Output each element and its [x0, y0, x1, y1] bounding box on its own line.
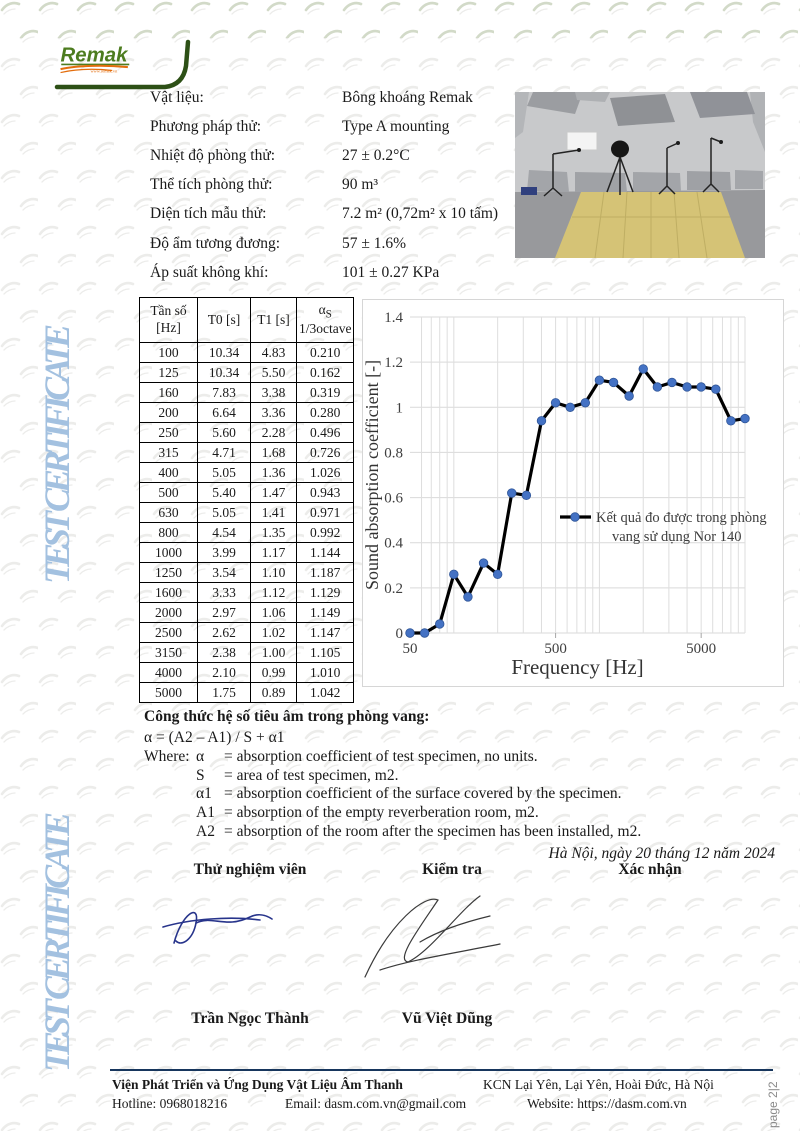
sig-name-tester: Trần Ngọc Thành — [191, 1010, 309, 1027]
equipment-case — [521, 187, 537, 195]
table-cell: 1.02 — [251, 623, 297, 643]
table-row — [140, 663, 354, 683]
svg-text:500: 500 — [544, 641, 567, 657]
table-cell: 500 — [140, 483, 198, 503]
table-cell: 1.35 — [251, 523, 297, 543]
info-row — [150, 229, 522, 258]
table-cell: 1.41 — [251, 503, 297, 523]
table-cell: 10.34 — [198, 343, 251, 363]
logo-url-text: www.remak.vn — [90, 68, 118, 74]
footer-hotline: Hotline: 0968018216 — [112, 1096, 228, 1111]
formula-section — [144, 708, 774, 841]
svg-text:5000: 5000 — [686, 641, 717, 657]
info-value: 7.2 m² (0,72m² x 10 tấm) — [342, 205, 499, 223]
info-value: 27 ± 0.2°C — [342, 146, 410, 164]
table-row — [140, 443, 354, 463]
table-cell: 3150 — [140, 643, 198, 663]
table-cell: 200 — [140, 403, 198, 423]
table-cell: 315 — [140, 443, 198, 463]
table-cell: 4.71 — [198, 443, 251, 463]
table-row — [140, 603, 354, 623]
sig-header-checker: Kiểm tra — [422, 861, 482, 878]
whiteboard — [567, 132, 597, 150]
table-cell: 1.105 — [297, 643, 354, 663]
info-value: 90 m³ — [342, 176, 379, 194]
footer-divider — [110, 1069, 773, 1071]
table-cell: 250 — [140, 423, 198, 443]
table-cell: 1.129 — [297, 583, 354, 603]
col-alpha: $\alpha_S$ 1/3octave — [297, 298, 354, 343]
table-cell: 7.83 — [198, 383, 251, 403]
formula-where-line: α1 = absorption coefficient of the surface covered by the specimen. — [196, 785, 622, 803]
table-cell: 1.144 — [297, 543, 354, 563]
formula-where-line: A1 = absorption of the empty reverberation room, m2. — [196, 803, 539, 821]
table-cell: 0.726 — [297, 443, 354, 463]
info-row — [150, 83, 522, 112]
formula-equation: α = (A2 – A1) / S + α1 — [144, 728, 285, 746]
table-cell: 3.33 — [198, 583, 251, 603]
table-cell: 4.83 — [251, 343, 297, 363]
table-row — [140, 343, 354, 363]
table-cell: 4000 — [140, 663, 198, 683]
table-row — [140, 543, 354, 563]
table-cell: 1.75 — [198, 683, 251, 703]
table-cell: 1.47 — [251, 483, 297, 503]
info-value: Bông khoáng Remak — [342, 88, 473, 106]
vertical-title-top: TEST CERTIFICATE — [37, 328, 77, 584]
info-row — [150, 258, 522, 287]
table-cell: 1.149 — [297, 603, 354, 623]
signature-checker — [350, 882, 520, 990]
table-cell: 1.06 — [251, 603, 297, 623]
col-frequency: Tần số [Hz] — [140, 298, 198, 343]
info-row — [150, 171, 522, 200]
formula-where-line: S = area of test specimen, m2. — [196, 766, 399, 784]
vertical-title-bottom: TEST CERTIFICATE — [37, 816, 77, 1072]
ceiling-diffuser — [690, 92, 755, 118]
formula-where-line: A2 = absorption of the room after the specimen has been installed, m2. — [196, 822, 642, 840]
table-cell: 0.280 — [297, 403, 354, 423]
info-label: Độ ẩm tương đương: — [150, 234, 281, 252]
page-number-label: page 2|2 — [766, 1081, 780, 1128]
svg-text:1.4: 1.4 — [384, 310, 403, 326]
table-cell: 0.162 — [297, 363, 354, 383]
absorption-chart-box — [362, 299, 784, 687]
info-label: Vật liệu: — [150, 88, 204, 106]
absorption-table — [139, 297, 354, 703]
table-cell: 1000 — [140, 543, 198, 563]
table-cell: 800 — [140, 523, 198, 543]
table-cell: 1.042 — [297, 683, 354, 703]
table-cell: 1.68 — [251, 443, 297, 463]
table-cell: 6.64 — [198, 403, 251, 423]
table-cell: 5000 — [140, 683, 198, 703]
table-row — [140, 483, 354, 503]
svg-text:0.6: 0.6 — [384, 490, 403, 507]
table-row — [140, 423, 354, 443]
table-cell: 2000 — [140, 603, 198, 623]
table-row — [140, 523, 354, 543]
table-cell: 1.12 — [251, 583, 297, 603]
table-cell: 0.319 — [297, 383, 354, 403]
info-label: Phương pháp thử: — [150, 117, 262, 135]
svg-text:vang sử dụng Nor 140: vang sử dụng Nor 140 — [612, 529, 742, 545]
svg-text:0: 0 — [395, 626, 403, 642]
table-cell: 3.54 — [198, 563, 251, 583]
table-row — [140, 503, 354, 523]
table-row — [140, 623, 354, 643]
svg-text:0.2: 0.2 — [384, 580, 403, 597]
table-cell: 125 — [140, 363, 198, 383]
col-t1: T1 [s] — [251, 298, 297, 343]
table-cell: 5.05 — [198, 463, 251, 483]
table-cell: 5.50 — [251, 363, 297, 383]
svg-text:50: 50 — [402, 641, 418, 657]
info-value: 101 ± 0.27 KPa — [342, 263, 440, 281]
svg-text:0.4: 0.4 — [384, 535, 403, 552]
info-value: 57 ± 1.6% — [342, 234, 407, 252]
table-cell: 2.97 — [198, 603, 251, 623]
info-row — [150, 141, 522, 170]
footer-website: Website: https://dasm.com.vn — [527, 1096, 687, 1111]
table-cell: 5.60 — [198, 423, 251, 443]
table-cell: 1.17 — [251, 543, 297, 563]
dodecahedron-speaker — [611, 141, 629, 158]
table-row — [140, 643, 354, 663]
table-cell: 1.10 — [251, 563, 297, 583]
logo-brand-text: Remak — [60, 44, 128, 67]
table-cell: 0.496 — [297, 423, 354, 443]
table-row — [140, 563, 354, 583]
signature-tester — [160, 895, 280, 960]
date-line: Hà Nội, ngày 20 tháng 12 năm 2024 — [548, 845, 775, 862]
col-t0: T0 [s] — [198, 298, 251, 343]
footer-email: Email: dasm.com.vn@gmail.com — [285, 1096, 467, 1111]
table-cell: 2.28 — [251, 423, 297, 443]
table-cell: 1250 — [140, 563, 198, 583]
svg-text:1: 1 — [395, 400, 403, 417]
svg-text:Kết quả đo được trong phòng: Kết quả đo được trong phòng — [596, 510, 767, 526]
sig-header-tester: Thử nghiệm viên — [193, 861, 307, 878]
info-label: Nhiệt độ phòng thử: — [150, 146, 276, 164]
svg-text:Frequency [Hz]: Frequency [Hz] — [511, 655, 644, 679]
table-cell: 4.54 — [198, 523, 251, 543]
svg-text:Sound absorption coefficient [: Sound absorption coefficient [-] — [363, 359, 382, 591]
sig-header-approver: Xác nhận — [618, 861, 682, 878]
table-cell: 0.210 — [297, 343, 354, 363]
table-cell: 1.026 — [297, 463, 354, 483]
table-cell: 400 — [140, 463, 198, 483]
info-row — [150, 200, 522, 229]
footer-org: Viện Phát Triển và Ứng Dụng Vật Liệu Âm Thanh — [112, 1077, 403, 1092]
table-cell: 2.62 — [198, 623, 251, 643]
table-row — [140, 683, 354, 703]
ceiling-diffuser — [610, 94, 675, 126]
table-cell: 1.010 — [297, 663, 354, 683]
table-cell: 2.38 — [198, 643, 251, 663]
table-row — [140, 403, 354, 423]
table-cell: 100 — [140, 343, 198, 363]
table-cell: 1.36 — [251, 463, 297, 483]
specimen-info-section — [150, 83, 522, 287]
formula-title: Công thức hệ số tiêu âm trong phòng vang: — [144, 708, 430, 725]
table-row — [140, 383, 354, 403]
table-cell: 0.971 — [297, 503, 354, 523]
table-cell: 10.34 — [198, 363, 251, 383]
reverberation-room-photo — [515, 92, 765, 258]
table-cell: 5.40 — [198, 483, 251, 503]
table-row — [140, 363, 354, 383]
table-cell: 630 — [140, 503, 198, 523]
table-cell: 3.99 — [198, 543, 251, 563]
info-label: Áp suất không khí: — [150, 263, 269, 281]
sig-name-checker: Vũ Việt Dũng — [401, 1010, 493, 1027]
table-cell: 1600 — [140, 583, 198, 603]
svg-text:1.2: 1.2 — [384, 355, 403, 372]
table-row — [140, 583, 354, 603]
table-cell: 3.38 — [251, 383, 297, 403]
table-cell: 1.187 — [297, 563, 354, 583]
info-value: Type A mounting — [342, 117, 450, 135]
table-cell: 0.99 — [251, 663, 297, 683]
table-header-row — [140, 298, 354, 343]
table-cell: 2500 — [140, 623, 198, 643]
table-cell: 5.05 — [198, 503, 251, 523]
table-row — [140, 463, 354, 483]
svg-text:0.8: 0.8 — [384, 445, 403, 462]
table-cell: 160 — [140, 383, 198, 403]
table-cell: 2.10 — [198, 663, 251, 683]
footer-address: KCN Lại Yên, Lại Yên, Hoài Đức, Hà Nội — [483, 1077, 714, 1092]
table-cell: 1.147 — [297, 623, 354, 643]
table-cell: 1.00 — [251, 643, 297, 663]
table-cell: 0.943 — [297, 483, 354, 503]
table-cell: 0.992 — [297, 523, 354, 543]
info-label: Thể tích phòng thử: — [150, 176, 273, 194]
table-cell: 3.36 — [251, 403, 297, 423]
absorption-chart — [363, 300, 783, 686]
info-label: Diện tích mẫu thử: — [150, 205, 267, 223]
table-cell: 0.89 — [251, 683, 297, 703]
specimen-panels — [555, 192, 745, 258]
info-row — [150, 112, 522, 141]
formula-where-line: Where: α = absorption coefficient of test specimen, no units. — [144, 748, 538, 766]
